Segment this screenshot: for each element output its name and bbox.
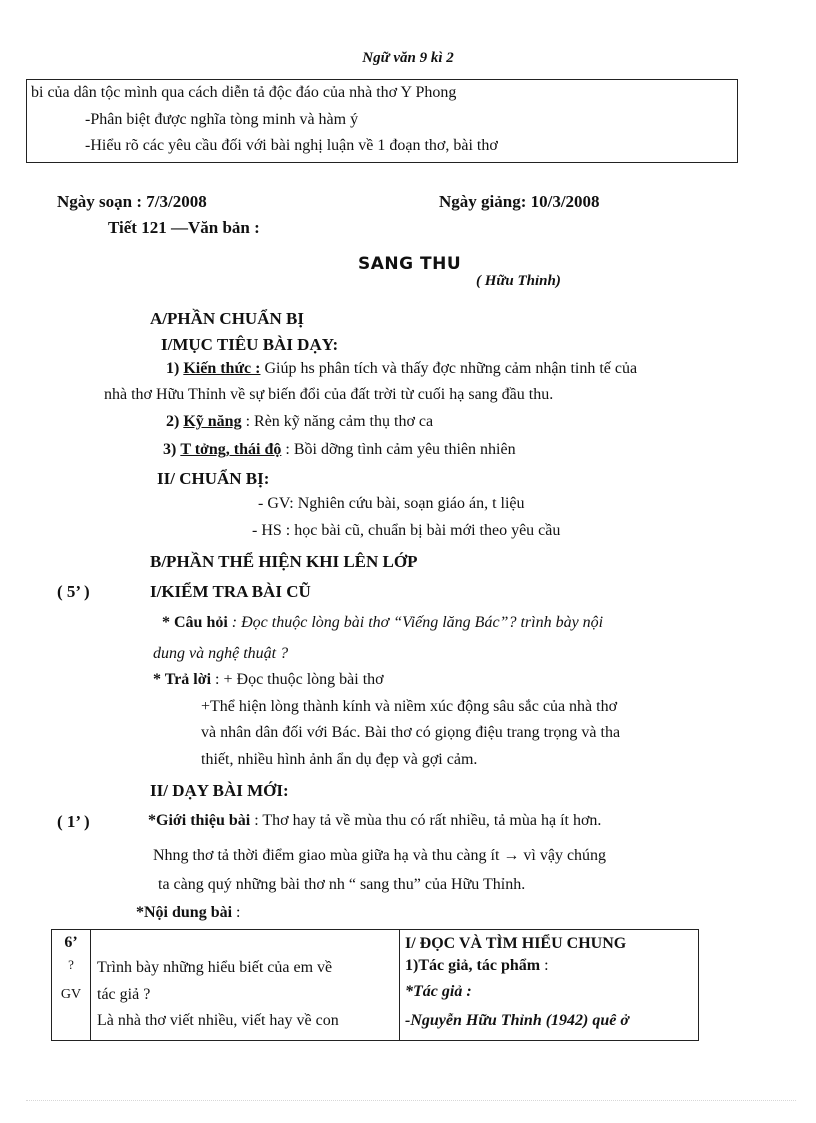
- intro-text-2a: Nhng thơ tả thời điểm giao mùa giữa hạ và thu càng ít: [153, 847, 500, 864]
- objectives-box: [26, 79, 738, 163]
- table-activity-line: tác giả ?: [97, 986, 151, 1003]
- answer-text-2: +Thể hiện lòng thành kính và niềm xúc động sâu sắc của nhà thơ: [201, 698, 618, 715]
- content-heading-line: [136, 904, 241, 922]
- lesson-title: SANG THU: [358, 254, 462, 274]
- answer-line: [153, 671, 384, 689]
- table-activity-line: [97, 930, 399, 952]
- section-b-heading: B/PHẦN THỂ HIỆN KHI LÊN LỚP: [150, 552, 418, 571]
- intro-line: [148, 812, 601, 830]
- intro-text: : Thơ hay tả về mùa thu có rất nhiều, tả mùa hạ ít hơn.: [254, 812, 602, 829]
- prep-date: Ngày soạn : 7/3/2008: [57, 192, 207, 211]
- answer-text-4: thiết, nhiều hình ảnh ẩn dụ đẹp và gợi cảm.: [201, 751, 478, 768]
- objectives-box-line: bi của dân tộc mình qua cách diễn tả độc đáo của nhà thơ Y Phong: [31, 84, 457, 101]
- table-time: 6’: [64, 934, 78, 951]
- attitude-text: : Bồi dỡng tình cảm yêu thiên nhiên: [285, 441, 516, 458]
- table-content-author-text: -Nguyễn Hữu Thỉnh (1942) quê ở: [405, 1012, 629, 1029]
- objectives-box-line: -Phân biệt được nghĩa tòng minh và hàm ý: [85, 111, 359, 128]
- table-gv: GV: [60, 987, 82, 1002]
- objectives-heading: I/MỤC TIÊU BÀI DẠY:: [161, 335, 339, 354]
- knowledge-line: [166, 360, 637, 378]
- page-bottom-divider: [26, 1100, 796, 1101]
- objectives-box-line: -Hiểu rõ các yêu cầu đối với bài nghị luận về 1 đoạn thơ, bài thơ: [85, 137, 498, 154]
- knowledge-text-cont: nhà thơ Hữu Thỉnh về sự biến đổi của đất trời từ cuối hạ sang đầu thu.: [104, 386, 554, 403]
- check-heading: I/KIỂM TRA BÀI CŨ: [150, 582, 311, 601]
- table-content-line: [405, 954, 698, 978]
- prep-gv: - GV: Nghiên cứu bài, soạn giáo án, t liệu: [258, 495, 525, 512]
- lesson-table: [51, 929, 699, 1041]
- skills-line: [166, 413, 433, 431]
- table-content-author-label: *Tác giả :: [405, 983, 472, 1000]
- question-label: * Câu hỏi: [162, 614, 228, 631]
- skills-num: 2): [166, 413, 180, 430]
- table-col-content: [400, 930, 699, 1041]
- table-activity-line: Trình bày những hiểu biết của em về: [97, 959, 333, 976]
- table-col-time: [52, 930, 91, 1041]
- attitude-num: 3): [163, 441, 177, 458]
- content-heading: *Nội dung bài: [136, 904, 233, 921]
- table-activity-line: Là nhà thơ viết nhiều, viết hay về con: [97, 1012, 339, 1029]
- answer-text: : + Đọc thuộc lòng bài thơ: [215, 671, 384, 688]
- intro-time: ( 1’ ): [57, 812, 90, 831]
- check-time: ( 5’ ): [57, 582, 90, 601]
- teach-date: Ngày giảng: 10/3/2008: [439, 192, 600, 211]
- arrow-right-icon: →: [503, 847, 520, 864]
- lesson-author: ( Hữu Thỉnh): [476, 273, 561, 289]
- period-label: Tiết 121 —Văn bản :: [108, 218, 260, 237]
- prep-heading: II/ CHUẨN BỊ:: [157, 469, 270, 488]
- attitude-line: [163, 441, 516, 459]
- table-content-heading: I/ ĐỌC VÀ TÌM HIỂU CHUNG: [405, 935, 627, 952]
- prep-hs: - HS : học bài cũ, chuẩn bị bài mới theo yêu cầu: [252, 522, 561, 539]
- intro-label: *Giới thiệu bài: [148, 812, 251, 829]
- new-lesson-heading: II/ DẠY BÀI MỚI:: [150, 781, 289, 800]
- skills-label: Kỹ năng: [183, 413, 242, 430]
- intro-text-3: ta càng quý những bài thơ nh “ sang thu” của Hữu Thỉnh.: [158, 876, 526, 893]
- page-header: Ngữ văn 9 kì 2: [362, 50, 454, 66]
- knowledge-label: Kiến thức :: [183, 360, 261, 377]
- table-content-colon: :: [544, 957, 549, 974]
- table-content-subheading: 1)Tác giả, tác phẩm: [405, 957, 541, 974]
- knowledge-text: Giúp hs phân tích và thấy đợc những cảm nhận tinh tế của: [264, 360, 638, 377]
- skills-text: : Rèn kỹ năng cảm thụ thơ ca: [245, 413, 434, 430]
- intro-text-2b: vì vậy chúng: [523, 847, 607, 864]
- question-text-cont: dung và nghệ thuật ?: [153, 645, 289, 662]
- table-col-activity: [91, 930, 400, 1041]
- table-row: [52, 930, 699, 1041]
- section-a-heading: A/PHẦN CHUẨN BỊ: [150, 309, 304, 328]
- answer-label: * Trả lời: [153, 671, 212, 688]
- question-line: [162, 614, 603, 632]
- content-heading-colon: :: [236, 904, 241, 921]
- attitude-label: T tởng, thái độ: [180, 441, 282, 458]
- table-question-mark: ?: [68, 957, 74, 972]
- intro-text-2: [153, 847, 606, 865]
- answer-text-3: và nhân dân đối với Bác. Bài thơ có giọng điệu trang trọng và tha: [201, 724, 621, 741]
- knowledge-num: 1): [166, 360, 180, 377]
- question-text: : Đọc thuộc lòng bài thơ “Viếng lăng Bác”? trình bày nội: [231, 614, 604, 631]
